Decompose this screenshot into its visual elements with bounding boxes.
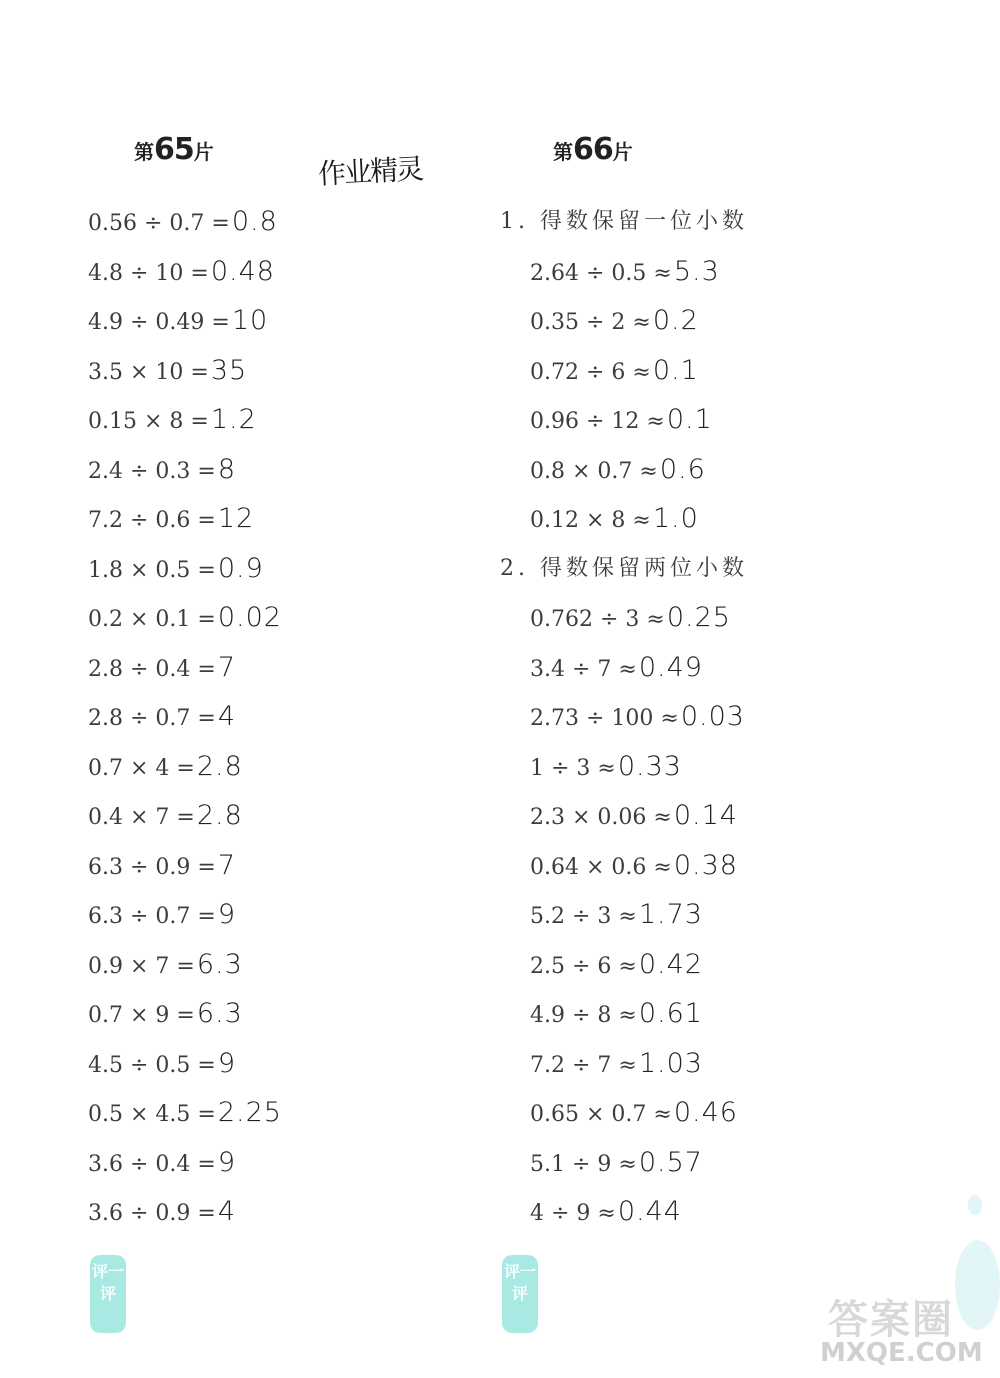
problem-row — [88, 841, 282, 891]
problem-row — [88, 643, 282, 693]
problem-expression: 0.64 × 0.6 ≈ — [530, 854, 672, 880]
evaluate-badge-left: 评一评 — [90, 1255, 126, 1333]
problem-expression: 7.2 ÷ 0.6 = — [88, 508, 216, 533]
handwritten-answer: 0.49 — [638, 651, 703, 683]
problem-expression: 4.9 ÷ 0.49 = — [88, 310, 230, 335]
handwritten-answer: 0.48 — [210, 255, 275, 287]
sheet-header-65 — [134, 132, 214, 167]
problem-row — [500, 940, 748, 990]
header-suffix: 片 — [612, 140, 633, 164]
problem-expression: 0.65 × 0.7 ≈ — [530, 1102, 672, 1127]
problem-expression: 2.5 ÷ 6 ≈ — [530, 953, 637, 979]
handwritten-answer: 4 — [217, 701, 237, 732]
sheet-header-66 — [553, 132, 633, 167]
problem-expression: 2.4 ÷ 0.3 = — [88, 458, 216, 484]
problem-row — [500, 593, 748, 643]
problem-row — [88, 890, 282, 940]
problem-row — [88, 247, 282, 297]
problem-row — [500, 692, 748, 742]
problem-expression: 5.1 ÷ 9 ≈ — [530, 1151, 637, 1177]
problem-row — [500, 395, 748, 445]
handwritten-answer: 2.25 — [217, 1097, 282, 1128]
problem-row — [88, 445, 282, 495]
problem-expression: 0.2 × 0.1 = — [88, 607, 216, 632]
problem-expression: 3.6 ÷ 0.4 = — [88, 1151, 216, 1177]
problem-expression: 2.3 × 0.06 ≈ — [530, 805, 672, 830]
problem-expression: 4.8 ÷ 10 = — [88, 260, 209, 286]
section-title: 2. 得数保留两位小数 — [500, 555, 748, 581]
problem-expression: 4.9 ÷ 8 ≈ — [530, 1003, 637, 1028]
problem-row — [500, 494, 748, 544]
problem-expression: 0.8 × 0.7 ≈ — [530, 458, 658, 484]
problem-row — [88, 1088, 282, 1138]
watermark-url: MXQE.COM — [820, 1338, 983, 1368]
problem-expression: 0.7 × 9 = — [88, 1003, 195, 1028]
problem-row — [88, 494, 282, 544]
problem-row — [500, 989, 748, 1039]
problem-expression: 3.4 ÷ 7 ≈ — [530, 656, 637, 682]
handwritten-answer: 2.8 — [196, 750, 243, 782]
problem-expression: 2.64 ÷ 0.5 ≈ — [530, 260, 672, 286]
handwritten-answer: 0.02 — [217, 602, 282, 633]
problem-row — [500, 742, 748, 792]
water-stain — [968, 1195, 982, 1215]
problem-expression: 3.5 × 10 = — [88, 359, 209, 385]
problem-row — [88, 395, 282, 445]
handwritten-answer: 5.3 — [673, 255, 720, 287]
problem-expression: 1 ÷ 3 ≈ — [530, 755, 616, 781]
header-number: 66 — [573, 132, 613, 167]
handwritten-answer: 8 — [217, 453, 237, 485]
handwritten-answer: 0.38 — [673, 849, 738, 881]
problem-row — [88, 296, 282, 346]
problem-row — [500, 1039, 748, 1089]
problem-row — [500, 791, 748, 841]
problem-row — [88, 692, 282, 742]
right-problem-list — [500, 197, 748, 1237]
problem-expression: 1.8 × 0.5 = — [88, 557, 216, 583]
handwritten-answer: 0.44 — [617, 1196, 682, 1227]
handwritten-answer: 0.46 — [673, 1097, 738, 1128]
problem-expression: 4 ÷ 9 ≈ — [530, 1201, 616, 1226]
handwritten-answer: 9 — [217, 1146, 237, 1178]
handwritten-answer: 12 — [217, 503, 255, 534]
problem-row — [88, 544, 282, 594]
problem-expression: 7.2 ÷ 7 ≈ — [530, 1052, 637, 1078]
handwritten-answer: 0.1 — [652, 354, 699, 386]
handwritten-answer: 0.61 — [638, 998, 703, 1029]
problem-expression: 0.5 × 4.5 = — [88, 1102, 216, 1127]
header-prefix: 第 — [134, 140, 154, 164]
problem-expression: 0.35 ÷ 2 ≈ — [530, 310, 651, 335]
handwritten-answer: 0.9 — [217, 552, 264, 584]
problem-row — [500, 1138, 748, 1188]
handwritten-title: 作业精灵 — [317, 152, 423, 191]
problem-row — [500, 643, 748, 693]
handwritten-answer: 1.03 — [638, 1047, 703, 1079]
problem-expression: 0.96 ÷ 12 ≈ — [530, 409, 665, 434]
evaluate-badge-right: 评一评 — [502, 1255, 538, 1333]
handwritten-answer: 1.0 — [652, 503, 699, 534]
problem-row — [500, 346, 748, 396]
handwritten-answer: 0.2 — [652, 305, 699, 336]
problem-row — [500, 841, 748, 891]
handwritten-answer: 0.42 — [638, 948, 703, 980]
handwritten-answer: 0.33 — [617, 750, 682, 782]
problem-expression: 6.3 ÷ 0.9 = — [88, 854, 216, 880]
section-title: 1. 得数保留一位小数 — [500, 209, 748, 234]
problem-row — [88, 989, 282, 1039]
water-stain — [955, 1240, 1000, 1330]
problem-row — [88, 791, 282, 841]
problem-expression: 2.8 ÷ 0.4 = — [88, 656, 216, 682]
problem-row — [500, 1088, 748, 1138]
problem-row — [88, 1187, 282, 1237]
problem-expression: 2.8 ÷ 0.7 = — [88, 706, 216, 731]
problem-row — [88, 1039, 282, 1089]
problem-expression: 0.56 ÷ 0.7 = — [88, 211, 230, 236]
problem-expression: 0.762 ÷ 3 ≈ — [530, 607, 665, 632]
problem-row — [88, 197, 282, 247]
problem-expression: 3.6 ÷ 0.9 = — [88, 1201, 216, 1226]
problem-row — [88, 742, 282, 792]
problem-row — [500, 1187, 748, 1237]
problem-expression: 0.7 × 4 = — [88, 755, 195, 781]
handwritten-answer: 0.03 — [680, 701, 745, 732]
handwritten-answer: 0.6 — [659, 453, 706, 485]
left-problem-list — [88, 197, 282, 1237]
handwritten-answer: 2.8 — [196, 800, 243, 831]
problem-expression: 0.15 × 8 = — [88, 409, 209, 434]
problem-expression: 5.2 ÷ 3 ≈ — [530, 904, 637, 929]
problem-row — [500, 890, 748, 940]
handwritten-answer: 1.2 — [210, 404, 257, 435]
handwritten-answer: 0.8 — [231, 206, 278, 237]
handwritten-answer: 0.57 — [638, 1146, 703, 1178]
handwritten-answer: 6.3 — [196, 998, 243, 1029]
handwritten-answer: 7 — [217, 849, 237, 881]
problem-expression: 2.73 ÷ 100 ≈ — [530, 706, 679, 731]
watermark-logo: 答案圈 — [828, 1297, 954, 1343]
header-suffix: 片 — [193, 140, 214, 164]
header-prefix: 第 — [553, 140, 573, 164]
header-number: 65 — [154, 132, 194, 167]
problem-row — [88, 940, 282, 990]
handwritten-answer: 9 — [217, 899, 237, 930]
problem-expression: 0.12 × 8 ≈ — [530, 508, 651, 533]
handwritten-answer: 0.25 — [666, 602, 731, 633]
handwritten-answer: 10 — [231, 305, 269, 336]
handwritten-answer: 1.73 — [638, 899, 703, 930]
handwritten-answer: 35 — [210, 354, 248, 386]
problem-row — [500, 296, 748, 346]
problem-row — [500, 445, 748, 495]
handwritten-answer: 4 — [217, 1196, 237, 1227]
problem-row — [88, 1138, 282, 1188]
handwritten-answer: 6.3 — [196, 948, 243, 980]
problem-expression: 4.5 ÷ 0.5 = — [88, 1052, 216, 1078]
problem-row — [88, 593, 282, 643]
problem-expression: 0.72 ÷ 6 ≈ — [530, 359, 651, 385]
problem-expression: 0.9 × 7 = — [88, 953, 195, 979]
handwritten-answer: 7 — [217, 651, 237, 683]
handwritten-answer: 0.1 — [666, 404, 713, 435]
problem-row — [88, 346, 282, 396]
problem-expression: 0.4 × 7 = — [88, 805, 195, 830]
handwritten-answer: 9 — [217, 1047, 237, 1079]
problem-row — [500, 247, 748, 297]
handwritten-answer: 0.14 — [673, 800, 738, 831]
problem-expression: 6.3 ÷ 0.7 = — [88, 904, 216, 929]
